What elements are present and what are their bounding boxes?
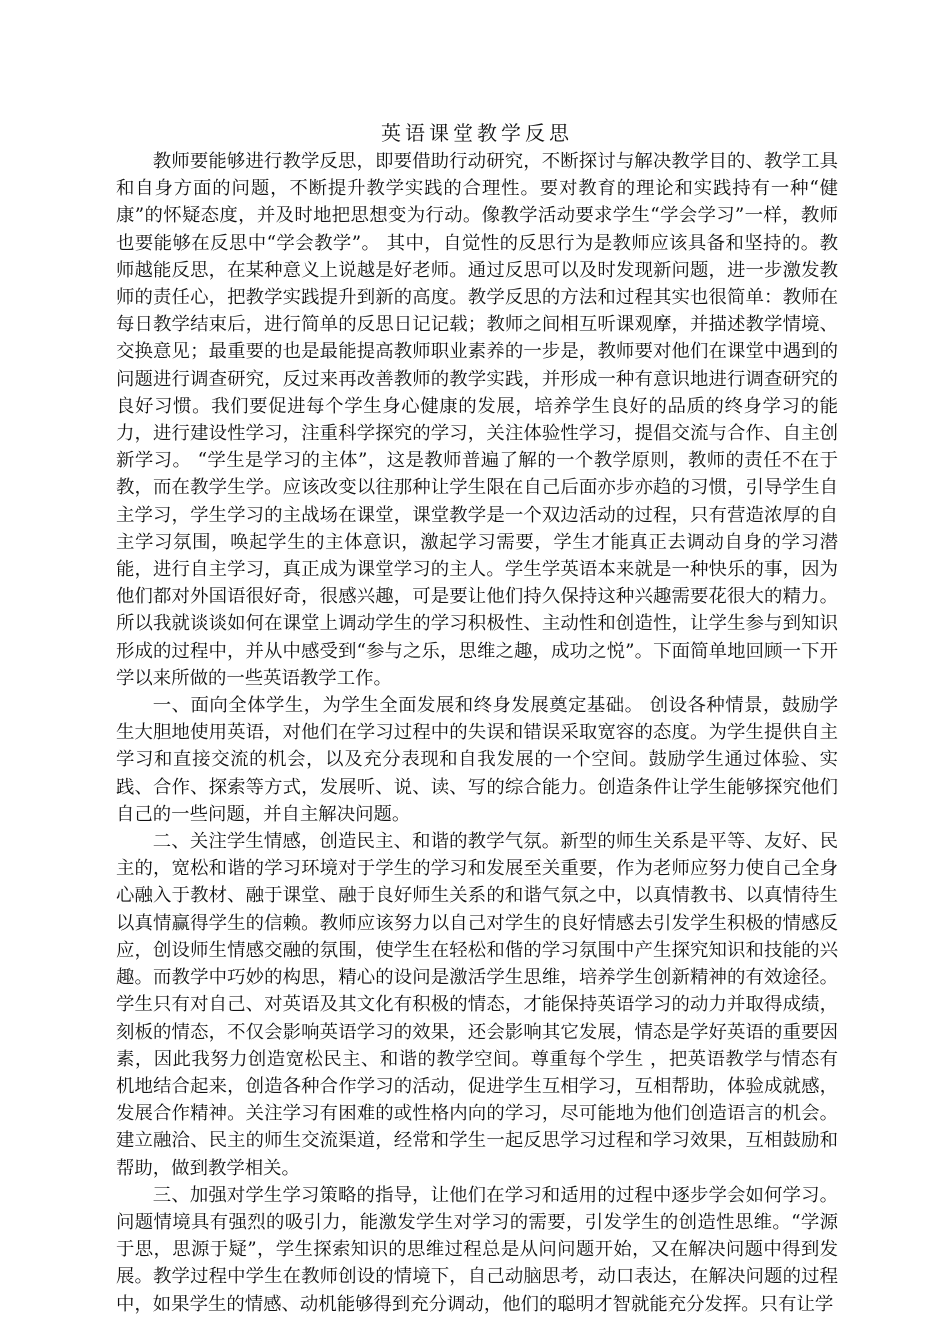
paragraph-intro: 教师要能够进行教学反思，即要借助行动研究，不断探讨与解决教学目的、教学工具和自身方面的问题，不断提升教学实践的合理性。要对教育的理论和实践持有一种“健康”的怀疑态度，并及时地把思想变为行动。像教学活动要求学生“学会学习”一样，教师也要能够在反思中“学会教学”。 其中，自觉性的反思行为是教师应该具备和坚持的。教师越能反思，在某种意义上说越是好老师。通过反思可以及时发现新问题，进一步激发教师的责任心，把教学实践提升到新的高度。教学反思的方法和过程其实也很简单：教师在每日教学结束后，进行简单的反思日记记载；教师之间相互听课观摩，并描述教学情境、交换意见；最重要的也是最能提高教师职业素养的一步是，教师要对他们在课堂中遇到的问题进行调查研究，反过来再改善教师的教学实践，并形成一种有意识地进行调查研究的良好习惯。我们要促进每个学生身心健康的发展，培养学生良好的品质的终身学习的能力，进行建设性学习，注重科学探究的学习，关注体验性学习，提倡交流与合作、自主创新学习。 “学生是学习的主体”，这是教师普遍了解的一个教学原则，教师的责任不在于教，而在教学生学。应该改变以往那种让学生限在自己后面亦步亦趋的习惯，引导学生自主学习，学生学习的主战场在课堂，课堂教学是一个双边活动的过程，只有营造浓厚的自主学习氛围，唤起学生的主体意识，激起学习需要，学生才能真正去调动自身的学习潜能，进行自主学习，真正成为课堂学习的主人。学生学英语本来就是一种快乐的事，因为他们都对外国语很好奇，很感兴趣，可是要让他们持久保持这种兴趣需要花很大的精力。所以我就谈谈如何在课堂上调动学生的学习积极性、主动性和创造性，让学生参与到知识形成的过程中，并从中感受到“参与之乐，思维之趣，成功之悦”。下面简单地回顾一下开学以来所做的一些英语教学工作。	[116, 151, 838, 689]
document-title: 英语课堂教学反思	[381, 121, 573, 145]
paragraph-section-3: 三、加强对学生学习策略的指导，让他们在学习和适用的过程中逐步学会如何学习。问题情境具有强烈的吸引力，能激发学生对学习的需要，引发学生的创造性思维。“学源于思，思源于疑”，学生探索知识的思维过程总是从问问题开始，又在解决问题中得到发展。教学过程中学生在教师创设的情境下，自己动脑思考，动口表达，在解决问题的过程中，如果学生的情感、动机能够得到充分调动，他们的聪明才智就能充分发挥。只有让学	[116, 1184, 838, 1315]
document-page	[116, 118, 838, 1318]
paragraph-section-1: 一、面向全体学生，为学生全面发展和终身发展奠定基础。 创设各种情景，鼓励学生大胆地使用英语，对他们在学习过程中的失误和错误采取宽容的态度。为学生提供自主学习和直接交流的机会，以及充分表现和自我发展的一个空间。鼓励学生通过体验、实践、合作、探索等方式，发展听、说、读、写的综合能力。创造条件让学生能够探究他们自己的一些问题，并自主解决问题。	[116, 695, 838, 825]
paragraph-section-2: 二、关注学生情感，创造民主、和谐的教学气氛。新型的师生关系是平等、友好、民主的，宽松和谐的学习环境对于学生的学习和发展至关重要，作为老师应努力使自己全身心融入于教材、融于课堂、融于良好师生关系的和谐气氛之中，以真情教书、以真情待生以真情赢得学生的信赖。教师应该努力以自己对学生的良好情感去引发学生积极的情感反应，创设师生情感交融的氛围，使学生在轻松和偕的学习氛围中产生探究知识和技能的兴趣。而教学中巧妙的构思，精心的设问是激活学生思维，培养学生创新精神的有效途径。 学生只有对自己、对英语及其文化有积极的情态，才能保持英语学习的动力并取得成绩，刻板的情态，不仅会影响英语学习的效果，还会影响其它发展，情态是学好英语的重要因素，因此我努力创造宽松民主、和谐的教学空间。尊重每个学生 ，把英语教学与情态有机地结合起来，创造各种合作学习的活动，促进学生互相学习，互相帮助，体验成就感，发展合作精神。关注学习有困难的或性格内向的学习，尽可能地为他们创造语言的机会。建立融洽、民主的师生交流渠道，经常和学生一起反思学习过程和学习效果，互相鼓励和帮助，做到教学相关。	[116, 831, 838, 1179]
